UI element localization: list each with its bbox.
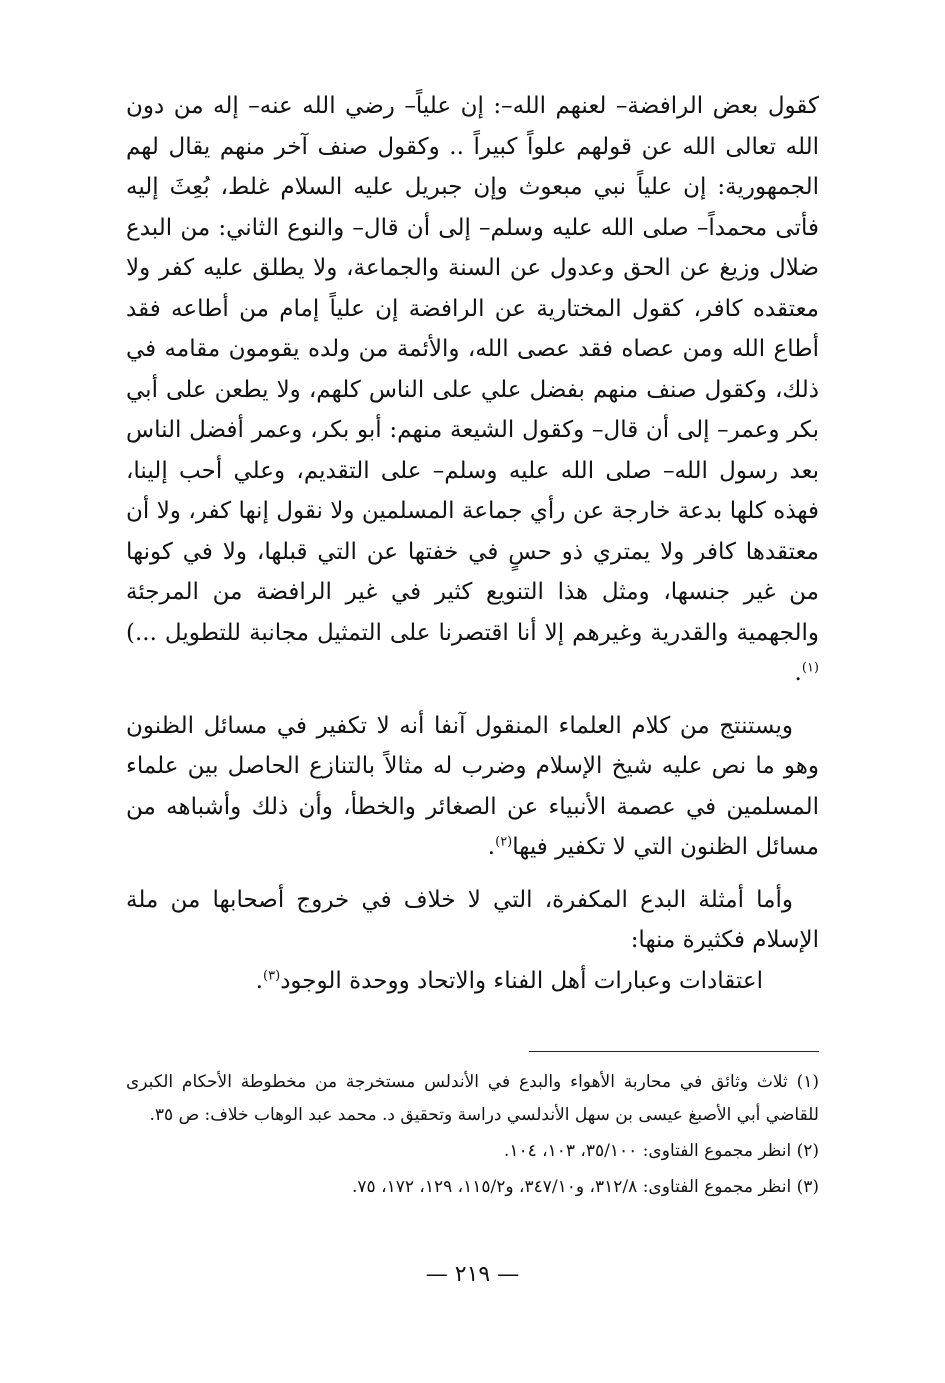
footnote-ref: (٢): [495, 834, 513, 850]
footnote-ref: (١): [801, 660, 819, 676]
footnote: (٢) انظر مجموع الفتاوى: ٣٥/١٠٠، ١٠٣، ١٠٤.: [503, 1141, 819, 1161]
paragraph-text: كقول بعض الرافضة– لعنهم الله–: إن علياً– رضي الله عنه– إله من دون الله تعالى الله عن قولهم علواً كبيراً .. وكقول صنف آخر منهم يقال لهم الجمهورية: إن علياً نبي مبعوث وإن جبريل عليه السلام غلط، بُعِثَ إليه فأتى محمداً– صلى الله عليه وسلم– إلى أن قال– والنوع الثاني: من البدع ضلال وزيغ عن الحق وعدول عن السنة والجماعة، ولا يطلق عليه كفر ولا معتقده كافر، كقول المختارية عن الرافضة إن علياً إمام من أطاعه فقد أطاع الله ومن عصاه فقد عصى الله، والأئمة من ولده يقومون مقامه في ذلك، وكقول صنف منهم بفضل علي على الناس كلهم، ولا يطعن على أبي بكر وعمر– إلى أن قال– وكقول الشيعة منهم: أبو بكر، وعمر أفضل الناس بعد رسول الله– صلى الله عليه وسلم– على التقديم، وعلي أحب إلينا، فهذه كلها بدعة خارجة عن رأي جماعة المسلمين ولا نقول إنها كفر، ولا أن معتقدها كافر ولا يمتري ذو حسٍ في خفتها عن التي قبلها، ولا في كونها من غير جنسها، ومثل هذا التنويع كثير في غير الرافضة من المرجئة والجهمية والقدرية وغيرهم إلا أنا اقتصرنا على التمثيل مجانبة للتطويل ...): [126, 93, 819, 646]
book-page: [126, 0, 819, 1383]
page-number: — ٢١٩ —: [425, 1262, 520, 1287]
paragraph-quote: كقول بعض الرافضة– لعنهم الله–: إن علياً– رضي الله عنه– إله من دون الله تعالى الله عن قولهم علواً كبيراً .. وكقول صنف آخر منهم يقال لهم الجمهورية: إن علياً نبي مبعوث وإن جبريل عليه السلام غلط، بُعِثَ إليه فأتى محمداً– صلى الله عليه وسلم– إلى أن قال– والنوع الثاني: من البدع ضلال وزيغ عن الحق وعدول عن السنة والجماعة، ولا يطلق عليه كفر ولا معتقده كافر، كقول المختارية عن الرافضة إن علياً إمام من أطاعه فقد أطاع الله ومن عصاه فقد عصى الله، والأئمة من ولده يقومون مقامه في ذلك، وكقول صنف منهم بفضل علي على الناس كلهم، ولا يطعن على أبي بكر وعمر– إلى أن قال– وكقول الشيعة منهم: أبو بكر، وعمر أفضل الناس بعد رسول الله– صلى الله عليه وسلم– على التقديم، وعلي أحب إلينا، فهذه كلها بدعة خارجة عن رأي جماعة المسلمين ولا نقول إنها كفر، ولا أن معتقدها كافر ولا يمتري ذو حسٍ في خفتها عن التي قبلها، ولا في كونها من غير جنسها، ومثل هذا التنويع كثير في غير الرافضة من المرجئة والجهمية والقدرية وغيرهم إلا أنا اقتصرنا على التمثيل مجانبة للتطويل ...)$^{(١)}$.: [126, 93, 819, 686]
main-text: [126, 86, 819, 1001]
footnotes: [126, 1066, 819, 1207]
paragraph-conclusion: ويستنتج من كلام العلماء المنقول آنفا أنه لا تكفير في مسائل الظنون وهو ما نص عليه شيخ الإسلام وضرب له مثالاً بالتنازع الحاصل بين علماء المسلمين في عصمة الأنبياء عن الصغائر والخطأ، وأن ذلك وأشباهه من مسائل الظنون التي لا تكفير فيها$^{(٢)}$.: [126, 712, 819, 860]
paragraph-example-item: اعتقادات وعبارات أهل الفناء والاتحاد ووحدة الوجود$^{(٣)}$.: [255, 967, 763, 994]
footnote: (٣) انظر مجموع الفتاوى: ٣١٢/٨، و٣٤٧/١٠، و١١٥/٢، ١٢٩، ١٧٢، ٧٥.: [352, 1177, 819, 1197]
footnote-ref: (٣): [263, 967, 281, 983]
footnote-separator: [529, 1051, 819, 1052]
paragraph-text: اعتقادات وعبارات أهل الفناء والاتحاد ووحدة الوجود: [280, 967, 763, 994]
footnote: (١) ثلاث وثائق في محاربة الأهواء والبدع في الأندلس مستخرجة من مخطوطة الأحكام الكبرى للقاضي أبي الأصبغ عيسى بن سهل الأندلسي دراسة وتحقيق د. محمد عبد الوهاب خلاف: ص ٣٥.: [126, 1072, 819, 1125]
paragraph-text: وأما أمثلة البدع المكفرة، التي لا خلاف في خروج أصحابها من ملة الإسلام فكثيرة منها:: [126, 886, 819, 953]
paragraph-examples-intro: [126, 880, 819, 961]
paragraph-text: ويستنتج من كلام العلماء المنقول آنفا أنه لا تكفير في مسائل الظنون وهو ما نص عليه شيخ الإسلام وضرب له مثالاً بالتنازع الحاصل بين علماء المسلمين في عصمة الأنبياء عن الصغائر والخطأ، وأن ذلك وأشباهه من مسائل الظنون التي لا تكفير فيها: [126, 712, 819, 860]
